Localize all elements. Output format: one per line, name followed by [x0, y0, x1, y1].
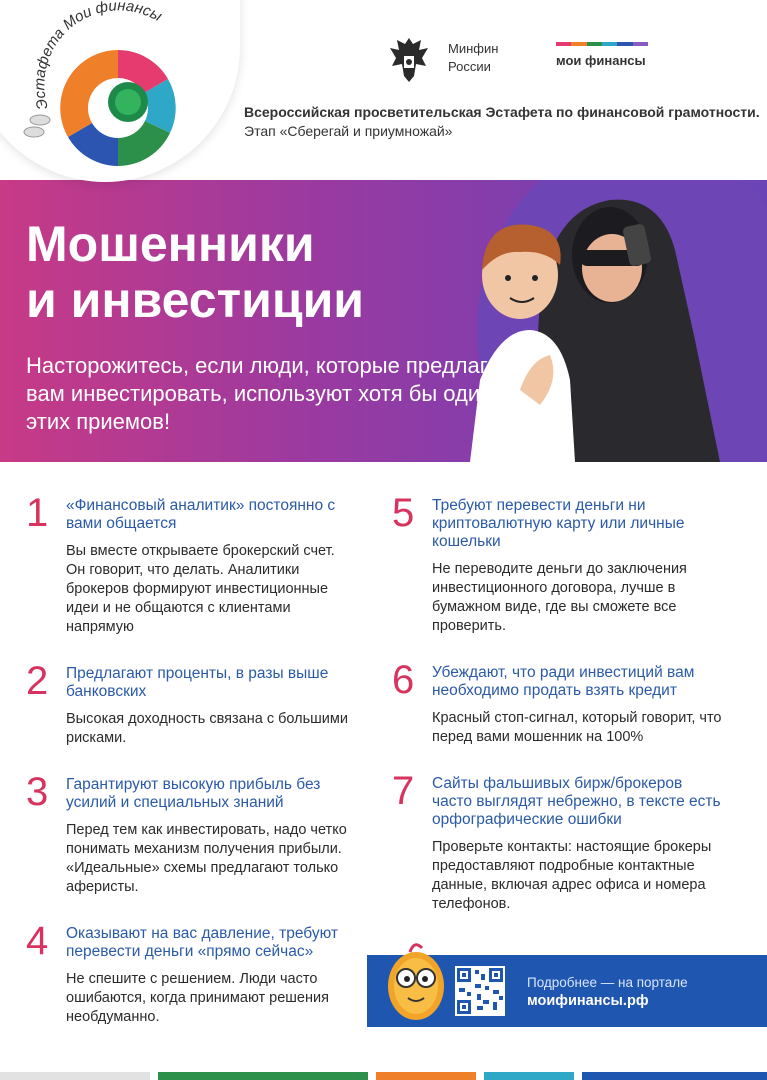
tip-body: Перед тем как инвестировать, надо четко понимать механизм получения прибыли. «Идеальные» схемы предлагают только аферисты.: [66, 822, 347, 895]
header-subtitle-rest: Этап «Сберегай и приумножай»: [244, 123, 453, 139]
tip-item: [392, 491, 722, 636]
moifin-color-bar: [556, 42, 648, 46]
tip-number: 2: [26, 659, 49, 703]
minfin-line1: Минфин: [448, 41, 499, 56]
estafeta-logo-icon: [0, 0, 240, 182]
tip-item: [26, 770, 356, 897]
title-line2: и инвестиции: [26, 272, 365, 328]
page-title: [26, 216, 364, 328]
tip-body: Красный стоп-сигнал, который говорит, что перед вами мошенник на 100%: [432, 710, 722, 745]
mascot-coin-icon: [384, 934, 448, 1026]
portal-text: [527, 973, 688, 1011]
tip-body: Проверьте контакты: настоящие брокеры предоставляют подробные контактные данные, включая адрес офиса и номера телефонов.: [432, 839, 712, 912]
portal-link[interactable]: моифинансы.рф: [527, 993, 649, 1009]
bottom-color-strip: [0, 1072, 767, 1080]
tip-body: Высокая доходность связана с большими рисками.: [66, 711, 348, 746]
tip-number: 4: [26, 919, 49, 963]
header-subtitle: [244, 103, 767, 141]
tips-column-right: [392, 491, 722, 942]
tip-heading: Сайты фальшивых бирж/брокеров часто выглядят небрежно, в тексте есть орфографические ошибки: [432, 775, 721, 828]
tip-number: 7: [392, 769, 415, 813]
tips-column-left: [26, 491, 356, 1055]
tip-heading: Убеждают, что ради инвестиций вам необходимо продать взять кредит: [432, 664, 695, 699]
qr-code-icon[interactable]: [455, 966, 505, 1016]
tip-number: 1: [26, 491, 49, 535]
tip-number: 5: [392, 491, 415, 535]
tip-item: [392, 769, 722, 914]
tip-body: Не переводите деньги до заключения инвестиционного договора, лучше в бумажном виде, где вы сможете все проверить.: [432, 561, 687, 634]
tip-item: [26, 659, 356, 748]
moifin-logo: [556, 42, 656, 68]
header-subtitle-bold: Всероссийская просветительская Эстафета по финансовой грамотности.: [244, 104, 760, 120]
tip-heading: Гарантируют высокую прибыль без усилий и специальных знаний: [66, 776, 321, 811]
tip-body: Не спешите с решением. Люди часто ошибаются, когда принимают решения необдуманно.: [66, 971, 329, 1025]
tip-heading: «Финансовый аналитик» постоянно с вами общается: [66, 497, 336, 532]
tip-item: [26, 491, 356, 637]
banner-subtitle: Насторожитесь, если люди, которые предлагают вам инвестировать, используют хотя бы один из этих приемов!: [26, 353, 526, 434]
tip-heading: Оказывают на вас давление, требуют перевести деньги «прямо сейчас»: [66, 925, 338, 960]
tip-item: [392, 658, 722, 747]
hero-banner: [0, 180, 767, 462]
title-line1: Мошенники: [26, 216, 315, 272]
tip-number: 6: [392, 658, 415, 702]
tip-heading: Предлагают проценты, в разы выше банковских: [66, 665, 329, 700]
logo-arc-text: Эстафета Мои финансы: [31, 0, 165, 112]
minfin-line2: России: [448, 59, 491, 74]
portal-line1: Подробнее — на портале: [527, 975, 688, 990]
tip-body: Вы вместе открываете брокерский счет. Он говорит, что делать. Аналитики брокеров формируют инвестиционные идеи и не общаются с клиентами напрямую: [66, 543, 335, 635]
minfin-label: [448, 40, 498, 76]
tip-item: [26, 919, 356, 1027]
tip-number: 3: [26, 770, 49, 814]
moifin-label: мои финансы: [556, 53, 646, 68]
tip-heading: Требуют перевести деньги ни криптовалютную карту или личные кошельки: [432, 497, 685, 550]
eagle-emblem-icon: [386, 34, 432, 84]
